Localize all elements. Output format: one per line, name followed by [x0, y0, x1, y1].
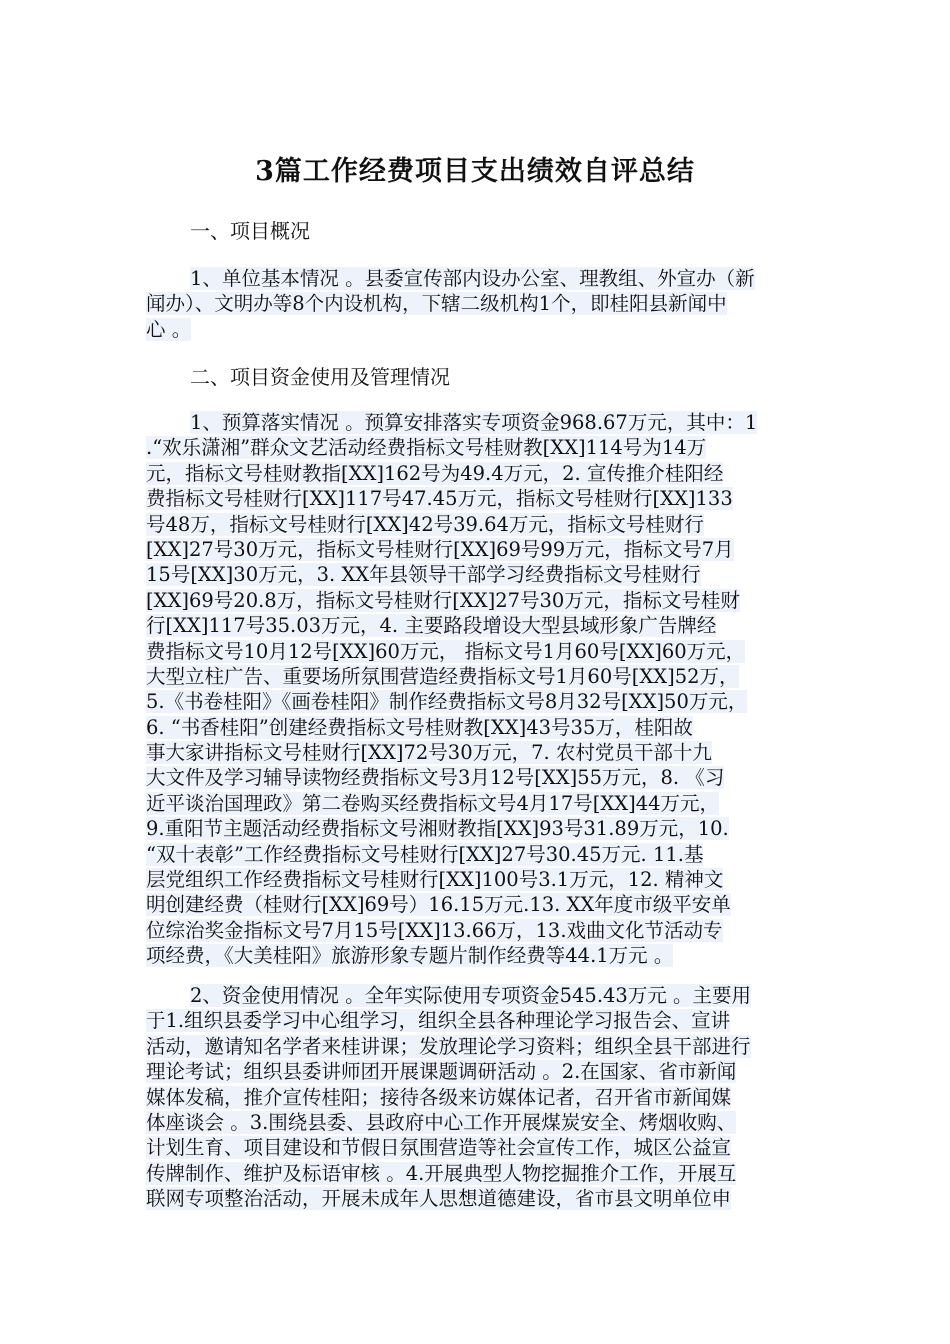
text-line: 元，指标文号桂财教指[XX]162号为49.4万元，2. 宣传推介桂阳经 [146, 461, 724, 485]
text-line: 2、资金使用情况 。全年实际使用专项资金545.43万元 。主要用 [190, 984, 752, 1007]
text-line: 1、预算落实情况 。预算安排落实专项资金968.67万元，其中：1 [190, 411, 758, 434]
text-line: 理论考试；组织县委讲师团开展课题调研活动 。2.在国家、省市新闻 [146, 1060, 737, 1084]
text-line: “双十表彰”工作经费指标文号桂财行[XX]27号30.45万元. 11.基 [146, 842, 704, 866]
text-line: 费指标文号桂财行[XX]117号47.45万元，指标文号桂财行[XX]133 [146, 487, 733, 511]
text-line: 6. “书香桂阳”创建经费指标文号桂财教[XX]43号35万，桂阳故 [146, 715, 693, 739]
text-line: 大型立柱广告、重要场所氛围营造经费指标文号1月60号[XX]52万， [146, 664, 739, 688]
text-line: 媒体发稿，推介宣传桂阳；接待各级来访媒体记者，召开省市新闻媒 [146, 1085, 732, 1109]
text-line: 号48万，指标文号桂财行[XX]42号39.64万元，指标文号桂财行 [146, 512, 704, 536]
text-line: 传牌制作、维护及标语审核 。4.开展典型人物挖掘推介工作，开展互 [146, 1161, 737, 1185]
text-line: 体座谈会 。3.围绕县委、县政府中心工作开展煤炭安全、烤烟收购、 [146, 1110, 737, 1134]
text-line: 心 。 [146, 317, 192, 341]
text-line: 于1.组织县委学习中心组学习，组织全县各种理论学习报告会、宣讲 [146, 1009, 731, 1033]
text-line: 15号[XX]30万元，3. XX年县领导干部学习经费指标文号桂财行 [146, 563, 701, 587]
paragraph-budget [146, 410, 826, 969]
text-line: .“欢乐潇湘”群众文艺活动经费指标文号桂财教[XX]114号为14万 [146, 436, 707, 460]
text-line: 1、单位基本情况 。县委宣传部内设办公室、理教组、外宣办（新 [190, 267, 755, 290]
paragraph-unit-info [146, 266, 826, 342]
section-heading-funds: 二、项目资金使用及管理情况 [190, 365, 450, 389]
text-line: 层党组织工作经费指标文号桂财行[XX]100号3.1万元，12. 精神文 [146, 868, 724, 892]
text-line: 9.重阳节主题活动经费指标文号湘财教指[XX]93号31.89万元，10. [146, 817, 729, 841]
section-heading-overview: 一、项目概况 [190, 219, 310, 243]
text-line: 费指标文号10月12号[XX]60万元， 指标文号1月60号[XX]60万元， [146, 639, 746, 663]
text-line: 行[XX]117号35.03万元，4. 主要路段增设大型县域形象广告牌经 [146, 614, 717, 638]
text-line: 近平谈治国理政》第二卷购买经费指标文号4月17号[XX]44万元， [146, 791, 720, 815]
text-line: 活动，邀请知名学者来桂讲课；发放理论学习资料；组织全县干部进行 [146, 1034, 751, 1058]
text-line: 计划生育、项目建设和节假日氛围营造等社会宣传工作，城区公益宣 [146, 1136, 732, 1160]
text-line: 位综治奖金指标文号7月15号[XX]13.66万，13.戏曲文化节活动专 [146, 918, 723, 942]
text-line: [XX]69号20.8万，指标文号桂财行[XX]27号30万元，指标文号桂财 [146, 588, 740, 612]
text-line: 联网专项整治活动，开展未成年人思想道德建设，省市县文明单位申 [146, 1187, 732, 1211]
text-line: [XX]27号30万元，指标文号桂财行[XX]69号99万元，指标文号7月 [146, 537, 734, 561]
document-title: 3篇工作经费项目支出绩效自评总结 [255, 156, 695, 187]
text-line: 闻办）、文明办等8个内设机构，下辖二级机构1个，即桂阳县新闻中 [146, 292, 727, 316]
paragraph-fund-usage [146, 983, 826, 1212]
text-line: 大文件及学习辅导读物经费指标文号3月12号[XX]55万元，8. 《习 [146, 766, 725, 790]
text-line: 事大家讲指标文号桂财行[XX]72号30万元，7. 农村党员干部十九 [146, 741, 712, 765]
text-line: 项经费，《大美桂阳》旅游形象专题片制作经费等44.1万元 。 [146, 944, 674, 968]
text-line: 明创建经费（桂财行[XX]69号）16.15万元.13. XX年度市级平安单 [146, 893, 731, 917]
text-line: 5.《书卷桂阳》《画卷桂阳》制作经费指标文号8月32号[XX]50万元， [146, 690, 748, 714]
